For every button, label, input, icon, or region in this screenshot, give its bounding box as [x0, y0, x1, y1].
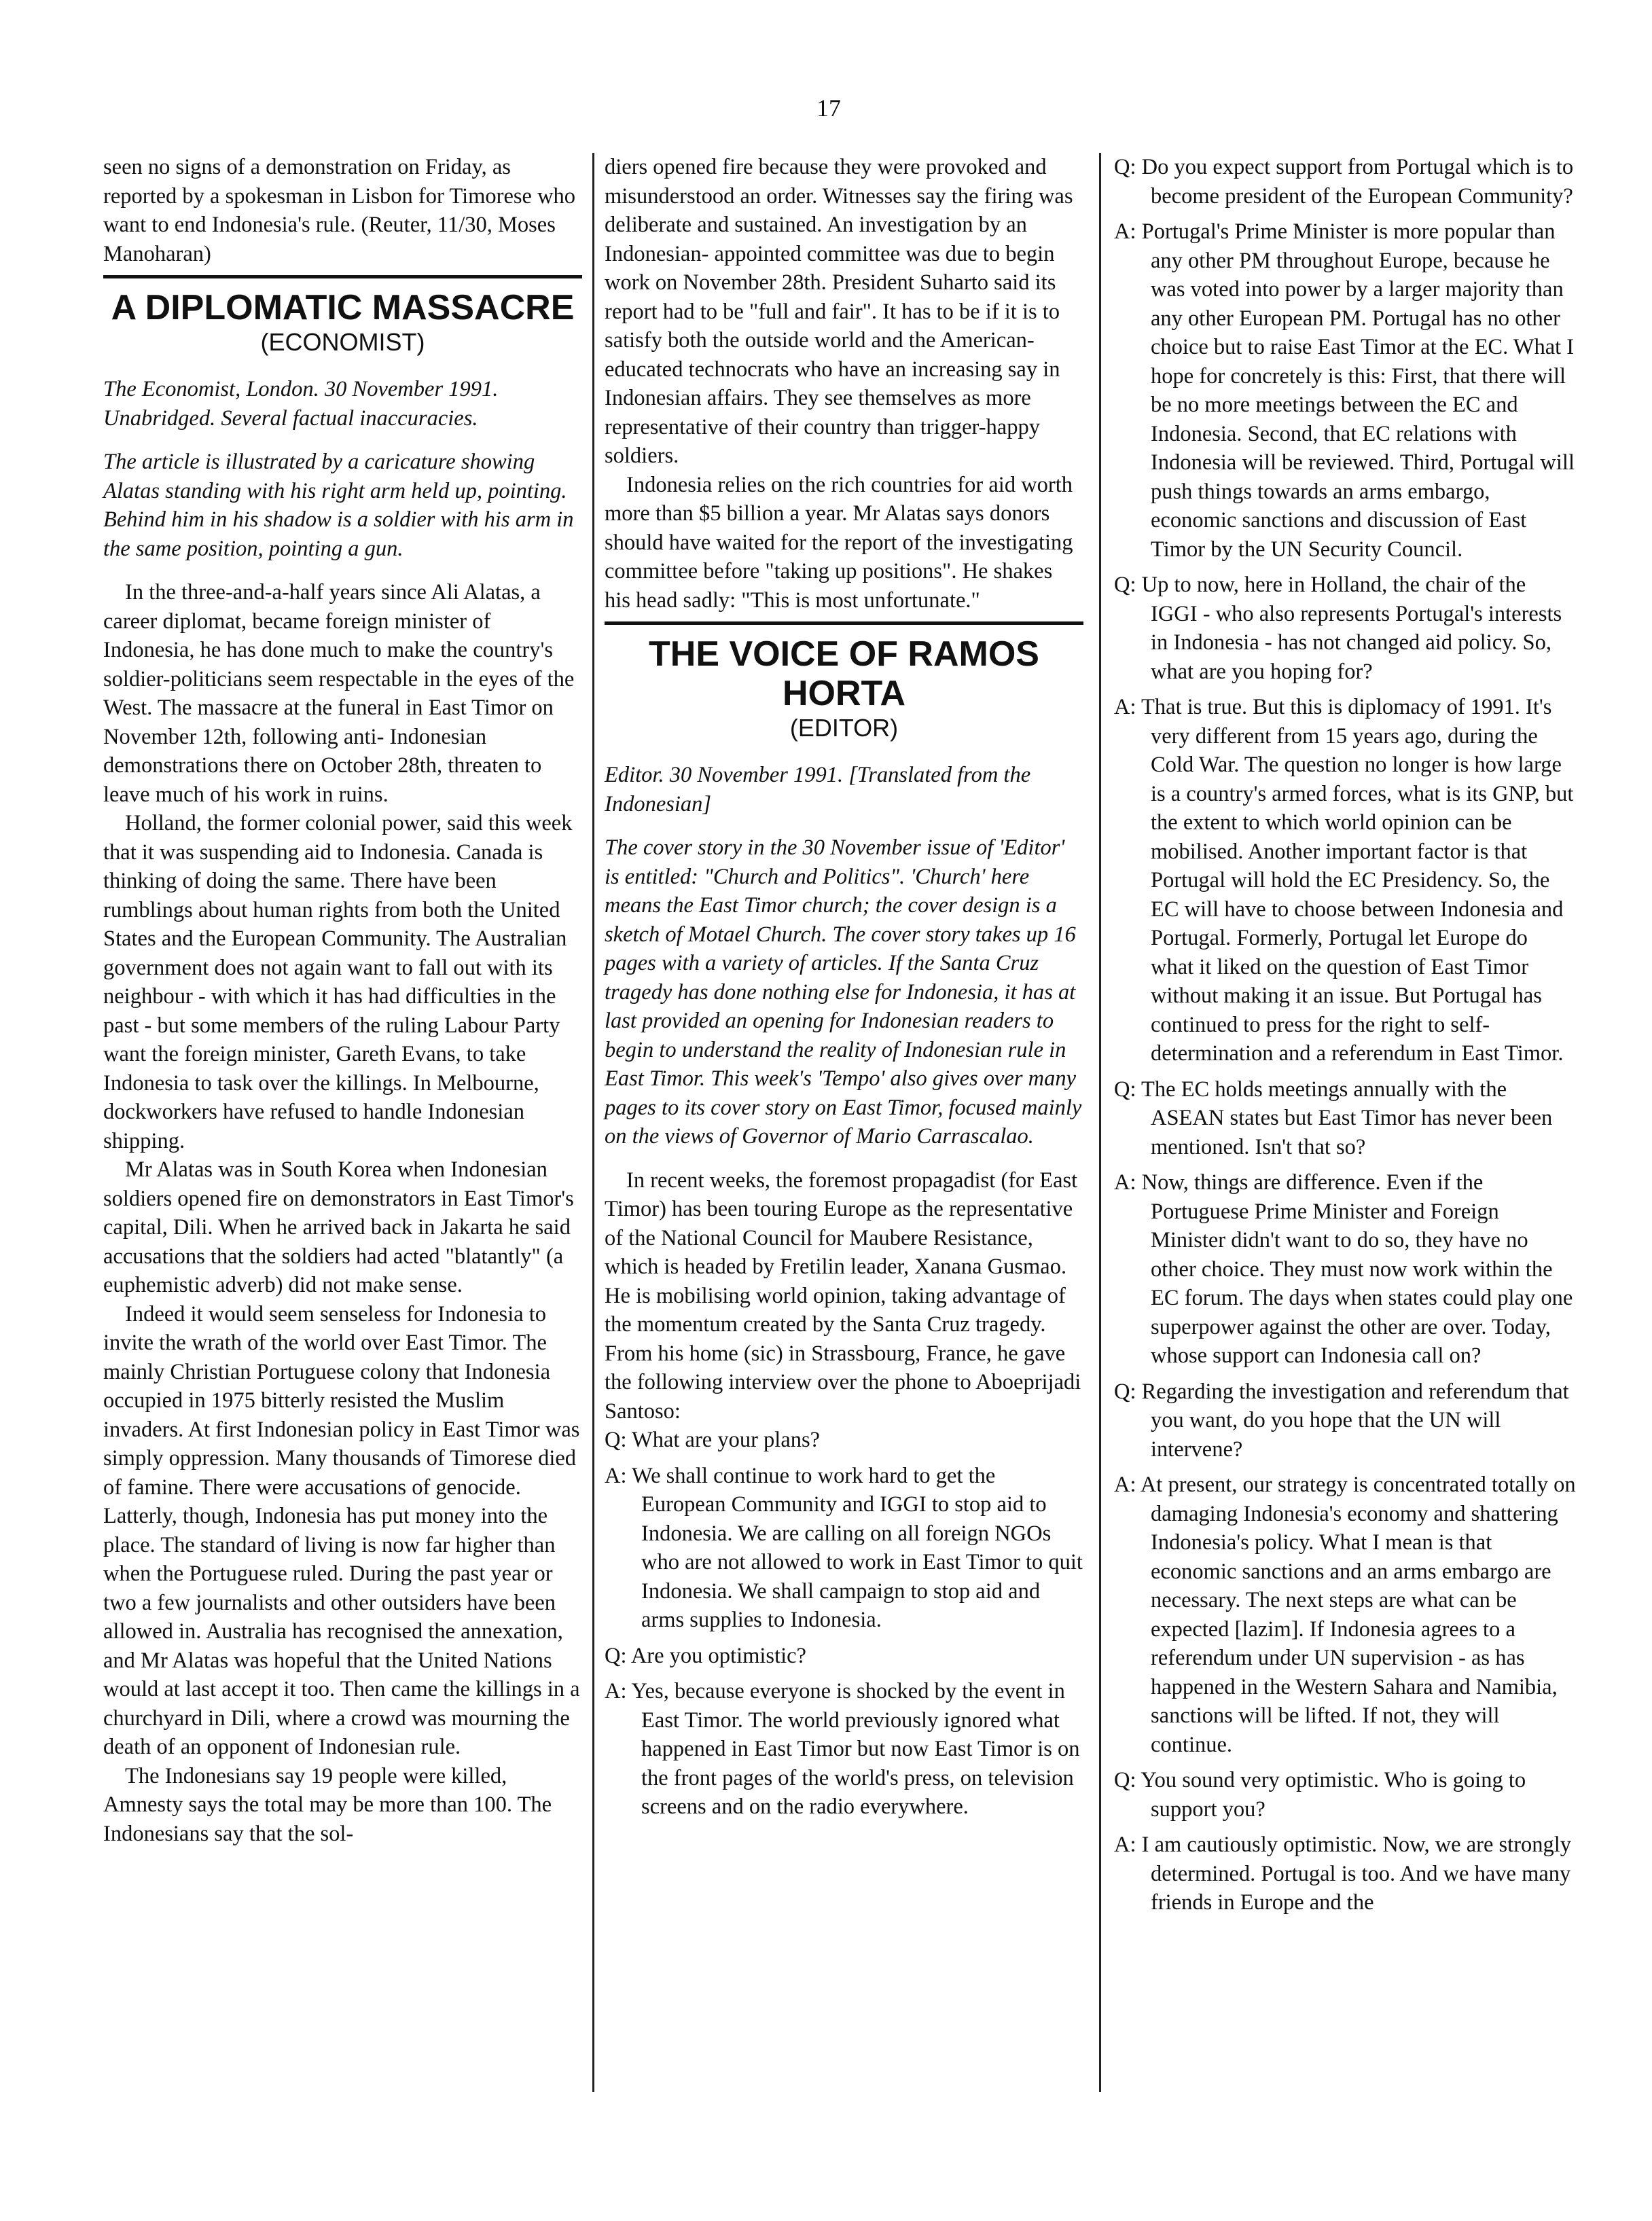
interview-answer: A: We shall continue to work hard to get the European Community and IGGI to stop aid to Indonesia. We are calling on all foreign NGOs who are not allowed to work in East Timor to quit Indonesia. We shall campaign to stop aid and arms supplies to Indonesia.	[605, 1463, 1083, 1632]
editor-note: The cover story in the 30 November issue of 'Editor' is entitled: "Church and Politics". 'Church' here means the East Timor church; the cover design is a sketch of Motael Church. The cover story takes up 16 pages with a variety of articles. If the Santa Cruz tragedy has done nothing else for Indonesia, it has at last provided an opening for Indonesian readers to begin to understand the reality of Indonesian rule in East Timor. This week's 'Tempo' also gives over many pages to its cover story on East Timor, focused mainly on the views of Governor of Mario Carrascalao.	[605, 835, 1082, 1149]
interview-answer: A: I am cautiously optimistic. Now, we are strongly determined. Portugal is too. And we have many friends in Europe and the	[1114, 1832, 1572, 1915]
article-headline: A DIPLOMATIC MASSACRE	[111, 288, 575, 327]
intro-paragraph: seen no signs of a demonstration on Friday, as reported by a spokesman in Lisbon for Timorese who want to end Indonesia's rule. (Reuter, 11/30, Moses Manoharan)	[103, 155, 576, 266]
editor-note: The article is illustrated by a caricature showing Alatas standing with his right arm held up, pointing. Behind him in his shadow is a soldier with his arm in the same position, pointing a gun.	[103, 450, 574, 561]
interview-answer: A: At present, our strategy is concentrated totally on damaging Indonesia's economy and shattering Indonesia's policy. What I mean is that economic sanctions and an arms embargo are necessary. The next steps are what can be expected [lazim]. If Indonesia agrees to a referendum under UN supervision - as has happened in the Western Sahara and Namibia, sanctions will be lifted. If not, they will continue.	[1114, 1473, 1576, 1757]
body-paragraph: The Indonesians say 19 people were killed, Amnesty says the total may be more than 100. The Indonesians say that the sol-	[103, 1763, 552, 1846]
interview-answer: A: That is true. But this is diplomacy of 1991. It's very different from 15 years ago, during the Cold War. The question no longer is how large is a country's armed forces, what is its GNP, but the extent to which world opinion can be mobilised. Another important factor is that Portugal will hold the EC Presidency. So, the EC will have to choose between Indonesia and Portugal. Formerly, Portugal let Europe do what it liked on the question of East Timor without making it an issue. But Portugal has continued to press for the right to self-determination and a referendum in East Timor.	[1114, 695, 1574, 1066]
section-divider	[605, 621, 1083, 625]
article-headline: THE VOICE OF RAMOS HORTA	[649, 634, 1039, 713]
interview-question: Q: Regarding the investigation and referendum that you want, do you hope that the UN will intervene?	[1114, 1379, 1569, 1462]
column-rule	[592, 153, 594, 2092]
interview-question: Q: Up to now, here in Holland, the chair of the IGGI - who also represents Portugal's interests in Indonesia - has not changed aid policy. So, what are you hoping for?	[1114, 573, 1562, 684]
body-paragraph: Indonesia relies on the rich countries for aid worth more than $5 billion a year. Mr Alatas says donors should have waited for the report of the investigating committee before "taking up positions". He shakes his head sadly: "This is most unfortunate."	[605, 472, 1073, 613]
interview-question: Q: The EC holds meetings annually with the ASEAN states but East Timor has never been mentioned. Isn't that so?	[1114, 1077, 1553, 1159]
interview-question: Q: You sound very optimistic. Who is going to support you?	[1114, 1768, 1526, 1822]
interview-question: Q: What are your plans?	[605, 1428, 821, 1452]
section-divider	[103, 275, 582, 278]
interview	[605, 1426, 1083, 1822]
column-1	[103, 153, 582, 1848]
body-paragraph: Mr Alatas was in South Korea when Indonesian soldiers opened fire on demonstrators in East Timor's capital, Dili. When he arrived back in Jakarta he said accusations that the soldiers had acted "blatantly" (a euphemistic adverb) did not make sense.	[103, 1157, 574, 1297]
body-paragraph: Holland, the former colonial power, said this week that it was suspending aid to Indonesia. Canada is thinking of doing the same. There have been rumblings about human rights from both the United States and the European Community. The Australian government does not again want to fall out with its neighbour - with which it has had difficulties in the past - but some members of the ruling Labour Party want the foreign minister, Gareth Evans, to take Indonesia to task over the killings. In Melbourne, dockworkers have refused to handle Indonesian shipping.	[103, 811, 573, 1153]
article-source: (EDITOR)	[789, 714, 899, 742]
interview-answer: A: Now, things are difference. Even if the Portuguese Prime Minister and Foreign Minister didn't want to do so, they have no other choice. They must now work within the EC forum. The days when states could play one superpower against the other are over. Today, whose support can Indonesia call on?	[1114, 1170, 1573, 1368]
interview-question: Q: Do you expect support from Portugal which is to become president of the European Community?	[1114, 155, 1574, 209]
interview-answer: A: Portugal's Prime Minister is more popular than any other PM throughout Europe, because he was voted into power by a larger majority than any other European PM. Portugal has no other choice but to raise East Timor at the EC. What I hope for concretely is this: First, that there will be no more meetings between the EC and Indonesia. Second, that EC relations with Indonesia will be reviewed. Third, Portugal will push things towards an arms embargo, economic sanctions and discussion of East Timor by the UN Security Council.	[1114, 219, 1575, 562]
article-byline: The Economist, London. 30 November 1991. Unabridged. Several factual inaccuracies.	[103, 377, 499, 431]
body-paragraph: In recent weeks, the foremost propagadist (for East Timor) has been touring Europe as the representative of the National Council for Maubere Resistance, which is headed by Fretilin leader, Xanana Gusmao. He is mobilising world opinion, taking advantage of the momentum created by the Santa Cruz tragedy. From his home (sic) in Strassbourg, France, he gave the following interview over the phone to Aboeprijadi Santoso:	[605, 1168, 1081, 1424]
column-rule	[1099, 153, 1101, 2092]
body-paragraph: diers opened fire because they were provoked and misunderstood an order. Witnesses say the firing was deliberate and sustained. An investigation by an Indonesian- appointed committee was due to begin work on November 28th. President Suharto said its report had to be "full and fair". It has to be if it is to satisfy both the outside world and the American-educated technocrats who have an increasing say in Indonesian affairs. They see themselves as more representative of their country than trigger-happy soldiers.	[605, 155, 1073, 468]
article-byline: Editor. 30 November 1991. [Translated from the Indonesian]	[605, 763, 1031, 816]
interview-answer: A: Yes, because everyone is shocked by the event in East Timor. The world previously ignored what happened in East Timor but now East Timor is on the front pages of the world's press, on television screens and on the radio everywhere.	[605, 1679, 1080, 1819]
column-2	[605, 153, 1083, 1822]
page-number: 17	[816, 94, 841, 122]
article-source: (ECONOMIST)	[260, 328, 425, 356]
body-paragraph: Indeed it would seem senseless for Indonesia to invite the wrath of the world over East Timor. The mainly Christian Portuguese colony that Indonesia occupied in 1975 bitterly resisted the Muslim invaders. At first Indonesian policy in East Timor was simply oppression. Many thousands of Timorese died of famine. There were accusations of genocide. Latterly, though, Indonesia has put money into the place. The standard of living is now far higher than when the Portuguese ruled. During the past year or two a few journalists and other outsiders have been allowed in. Australia has recognised the annexation, and Mr Alatas was hopeful that the United Nations would at last accept it too. Then came the killings in a churchyard in Dili, where a crowd was mourning the death of an opponent of Indonesian rule.	[103, 1301, 580, 1759]
column-3	[1114, 153, 1576, 1917]
interview-question: Q: Are you optimistic?	[605, 1643, 806, 1668]
body-paragraph: In the three-and-a-half years since Ali Alatas, a career diplomat, became foreign minister of Indonesia, he has done much to make the country's soldier-politicians seem respectable in the eyes of the West. The massacre at the funeral in East Timor on November 12th, following anti- Indonesian demonstrations there on October 28th, threaten to leave much of his work in ruins.	[103, 580, 575, 807]
